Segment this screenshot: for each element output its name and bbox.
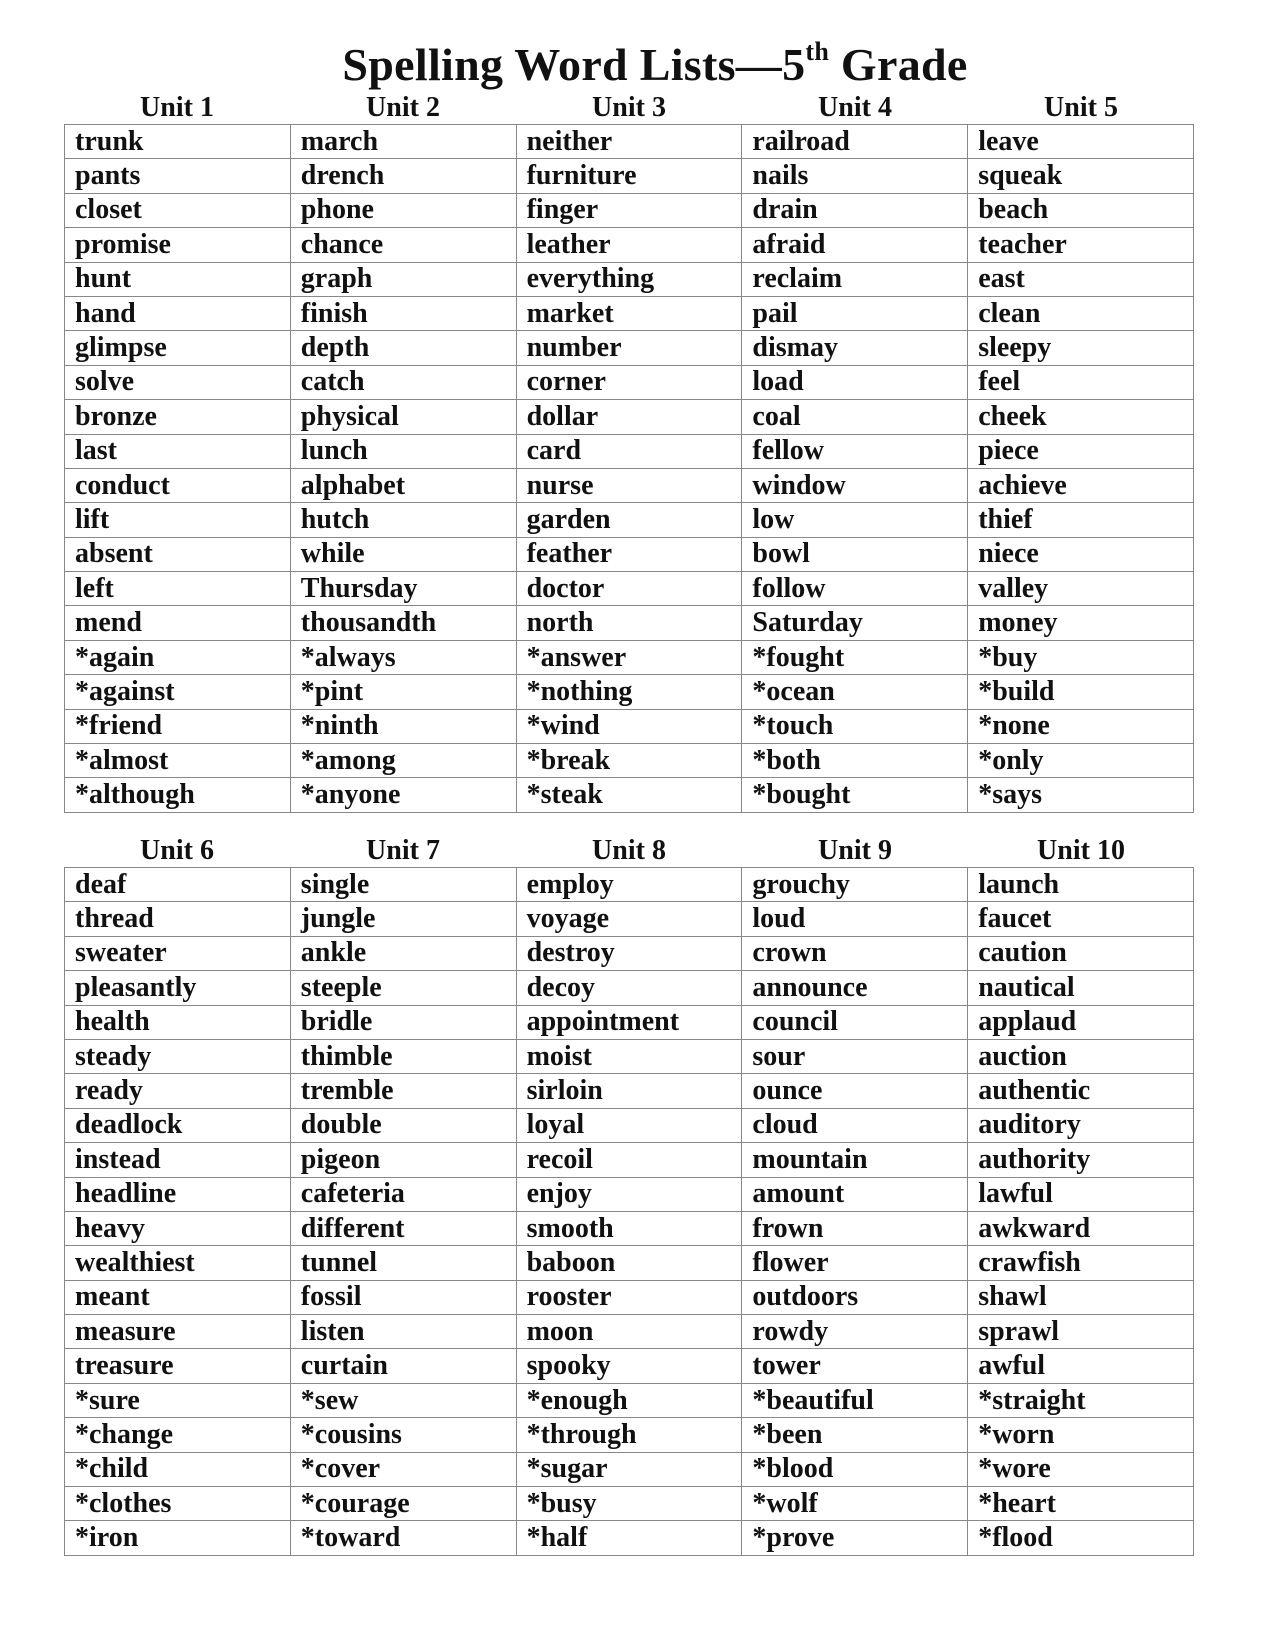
word-cell: teacher (968, 228, 1194, 262)
word-cell: *worn (968, 1418, 1194, 1452)
table-row (65, 606, 1194, 640)
word-cell: *among (290, 744, 516, 778)
table-row (65, 1246, 1194, 1280)
word-cell: listen (290, 1315, 516, 1349)
table-row (65, 675, 1194, 709)
table-row (65, 902, 1194, 936)
table-row (65, 1039, 1194, 1073)
word-cell: *ninth (290, 709, 516, 743)
table-row (65, 1521, 1194, 1555)
word-cell: *blood (742, 1452, 968, 1486)
word-cell: crawfish (968, 1246, 1194, 1280)
table-row (65, 572, 1194, 606)
word-cell: lift (65, 503, 291, 537)
word-cell: sleepy (968, 331, 1194, 365)
word-cell: rowdy (742, 1315, 968, 1349)
word-cell: *change (65, 1418, 291, 1452)
table-row (65, 1280, 1194, 1314)
word-cell: spooky (516, 1349, 742, 1383)
word-cell: furniture (516, 159, 742, 193)
word-cell: clean (968, 296, 1194, 330)
word-cell: leave (968, 125, 1194, 159)
word-cell: conduct (65, 468, 291, 502)
word-cell: rooster (516, 1280, 742, 1314)
word-cell: nails (742, 159, 968, 193)
unit-headers (64, 92, 1194, 124)
word-cell: *beautiful (742, 1383, 968, 1417)
table-row (65, 1143, 1194, 1177)
table-row (65, 971, 1194, 1005)
word-cell: ready (65, 1074, 291, 1108)
unit-header: Unit 4 (818, 92, 892, 123)
word-cell: treasure (65, 1349, 291, 1383)
word-cell: *clothes (65, 1487, 291, 1521)
word-cell: *although (65, 778, 291, 812)
table-row (65, 1005, 1194, 1039)
title-main: Spelling Word Lists—5 (342, 39, 806, 90)
word-cell: *against (65, 675, 291, 709)
word-cell: bowl (742, 537, 968, 571)
table-row (65, 744, 1194, 778)
word-cell: hunt (65, 262, 291, 296)
word-cell: fossil (290, 1280, 516, 1314)
word-cell: hand (65, 296, 291, 330)
word-cell: *bought (742, 778, 968, 812)
word-cell: *fought (742, 640, 968, 674)
word-cell: phone (290, 193, 516, 227)
word-cell: corner (516, 365, 742, 399)
word-cell: Thursday (290, 572, 516, 606)
word-cell: drain (742, 193, 968, 227)
word-cell: shawl (968, 1280, 1194, 1314)
word-cell: *flood (968, 1521, 1194, 1555)
word-cell: different (290, 1211, 516, 1245)
word-cell: pleasantly (65, 971, 291, 1005)
word-cell: catch (290, 365, 516, 399)
word-cell: frown (742, 1211, 968, 1245)
word-cell: baboon (516, 1246, 742, 1280)
word-list-block-units-6-10 (64, 835, 1194, 1556)
word-cell: Saturday (742, 606, 968, 640)
word-cell: *half (516, 1521, 742, 1555)
word-cell: card (516, 434, 742, 468)
word-cell: thousandth (290, 606, 516, 640)
word-cell: *steak (516, 778, 742, 812)
word-cell: voyage (516, 902, 742, 936)
word-cell: meant (65, 1280, 291, 1314)
word-cell: council (742, 1005, 968, 1039)
word-cell: physical (290, 400, 516, 434)
word-cell: leather (516, 228, 742, 262)
table-row (65, 1211, 1194, 1245)
word-cell: cafeteria (290, 1177, 516, 1211)
word-cell: beach (968, 193, 1194, 227)
table-row (65, 193, 1194, 227)
word-cell: doctor (516, 572, 742, 606)
word-cell: deadlock (65, 1108, 291, 1142)
table-row (65, 1315, 1194, 1349)
unit-header: Unit 3 (592, 92, 666, 123)
word-list-block-units-1-5 (64, 92, 1194, 813)
word-cell: *break (516, 744, 742, 778)
table-row (65, 709, 1194, 743)
word-cell: trunk (65, 125, 291, 159)
word-cell: ankle (290, 936, 516, 970)
unit-header: Unit 7 (366, 835, 440, 866)
word-cell: left (65, 572, 291, 606)
unit-header: Unit 6 (140, 835, 214, 866)
word-cell: feather (516, 537, 742, 571)
table-row (65, 1074, 1194, 1108)
table-row (65, 331, 1194, 365)
unit-header: Unit 5 (1044, 92, 1118, 123)
unit-header: Unit 9 (818, 835, 892, 866)
word-cell: absent (65, 537, 291, 571)
word-cell: afraid (742, 228, 968, 262)
table-row (65, 1383, 1194, 1417)
word-cell: *ocean (742, 675, 968, 709)
word-cell: awkward (968, 1211, 1194, 1245)
word-cell: instead (65, 1143, 291, 1177)
word-cell: tremble (290, 1074, 516, 1108)
table-row (65, 1108, 1194, 1142)
word-cell: *buy (968, 640, 1194, 674)
word-cell: *wore (968, 1452, 1194, 1486)
word-cell: *sew (290, 1383, 516, 1417)
word-cell: *been (742, 1418, 968, 1452)
word-cell: niece (968, 537, 1194, 571)
word-cell: health (65, 1005, 291, 1039)
word-cell: cloud (742, 1108, 968, 1142)
word-cell: steady (65, 1039, 291, 1073)
word-cell: outdoors (742, 1280, 968, 1314)
word-cell: *sugar (516, 1452, 742, 1486)
table-row (65, 1349, 1194, 1383)
word-cell: *touch (742, 709, 968, 743)
word-cell: pigeon (290, 1143, 516, 1177)
word-cell: deaf (65, 868, 291, 902)
table-row (65, 1418, 1194, 1452)
unit-header: Unit 8 (592, 835, 666, 866)
table-row (65, 1487, 1194, 1521)
word-cell: *through (516, 1418, 742, 1452)
word-cell: *heart (968, 1487, 1194, 1521)
word-cell: money (968, 606, 1194, 640)
word-cell: flower (742, 1246, 968, 1280)
word-cell: *busy (516, 1487, 742, 1521)
page-title (0, 38, 1275, 91)
word-cell: ounce (742, 1074, 968, 1108)
word-cell: garden (516, 503, 742, 537)
table-row (65, 296, 1194, 330)
table-row (65, 365, 1194, 399)
word-cell: crown (742, 936, 968, 970)
word-cell: piece (968, 434, 1194, 468)
word-cell: *pint (290, 675, 516, 709)
word-cell: finish (290, 296, 516, 330)
word-cell: glimpse (65, 331, 291, 365)
word-cell: faucet (968, 902, 1194, 936)
word-cell: *iron (65, 1521, 291, 1555)
table-row (65, 1177, 1194, 1211)
word-cell: *almost (65, 744, 291, 778)
word-cell: *again (65, 640, 291, 674)
word-cell: loyal (516, 1108, 742, 1142)
word-cell: heavy (65, 1211, 291, 1245)
table-row (65, 228, 1194, 262)
word-cell: last (65, 434, 291, 468)
word-cell: measure (65, 1315, 291, 1349)
word-cell: fellow (742, 434, 968, 468)
word-cell: neither (516, 125, 742, 159)
word-cell: enjoy (516, 1177, 742, 1211)
word-cell: appointment (516, 1005, 742, 1039)
word-cell: *only (968, 744, 1194, 778)
word-cell: *nothing (516, 675, 742, 709)
word-cell: *friend (65, 709, 291, 743)
word-cell: thread (65, 902, 291, 936)
unit-header: Unit 1 (140, 92, 214, 123)
word-cell: wealthiest (65, 1246, 291, 1280)
word-cell: grouchy (742, 868, 968, 902)
word-cell: coal (742, 400, 968, 434)
word-cell: employ (516, 868, 742, 902)
word-cell: *straight (968, 1383, 1194, 1417)
word-cell: sour (742, 1039, 968, 1073)
word-cell: *both (742, 744, 968, 778)
word-cell: moist (516, 1039, 742, 1073)
word-cell: amount (742, 1177, 968, 1211)
word-cell: pants (65, 159, 291, 193)
word-cell: window (742, 468, 968, 502)
word-cell: sweater (65, 936, 291, 970)
unit-header: Unit 2 (366, 92, 440, 123)
word-cell: squeak (968, 159, 1194, 193)
table-row (65, 434, 1194, 468)
word-cell: promise (65, 228, 291, 262)
word-cell: destroy (516, 936, 742, 970)
word-cell: while (290, 537, 516, 571)
unit-header: Unit 10 (1037, 835, 1125, 866)
table-row (65, 159, 1194, 193)
word-cell: north (516, 606, 742, 640)
word-cell: *courage (290, 1487, 516, 1521)
word-cell: cheek (968, 400, 1194, 434)
unit-headers (64, 835, 1194, 867)
word-cell: applaud (968, 1005, 1194, 1039)
word-cell: *wind (516, 709, 742, 743)
word-cell: tower (742, 1349, 968, 1383)
word-cell: announce (742, 971, 968, 1005)
word-cell: bronze (65, 400, 291, 434)
word-cell: lawful (968, 1177, 1194, 1211)
word-cell: *anyone (290, 778, 516, 812)
word-cell: graph (290, 262, 516, 296)
table-row (65, 262, 1194, 296)
word-cell: *cover (290, 1452, 516, 1486)
word-cell: sirloin (516, 1074, 742, 1108)
word-cell: mend (65, 606, 291, 640)
word-cell: solve (65, 365, 291, 399)
word-cell: jungle (290, 902, 516, 936)
word-cell: march (290, 125, 516, 159)
word-cell: thimble (290, 1039, 516, 1073)
word-cell: moon (516, 1315, 742, 1349)
word-cell: authentic (968, 1074, 1194, 1108)
table-row (65, 936, 1194, 970)
word-cell: steeple (290, 971, 516, 1005)
word-cell: *wolf (742, 1487, 968, 1521)
word-cell: loud (742, 902, 968, 936)
word-cell: tunnel (290, 1246, 516, 1280)
word-cell: *child (65, 1452, 291, 1486)
table-row (65, 640, 1194, 674)
word-cell: *build (968, 675, 1194, 709)
word-cell: pail (742, 296, 968, 330)
word-cell: east (968, 262, 1194, 296)
word-table (64, 124, 1194, 813)
word-cell: low (742, 503, 968, 537)
word-cell: dismay (742, 331, 968, 365)
word-cell: *enough (516, 1383, 742, 1417)
word-cell: hutch (290, 503, 516, 537)
word-cell: *toward (290, 1521, 516, 1555)
word-cell: mountain (742, 1143, 968, 1177)
word-cell: alphabet (290, 468, 516, 502)
word-cell: caution (968, 936, 1194, 970)
table-row (65, 468, 1194, 502)
word-cell: decoy (516, 971, 742, 1005)
word-cell: double (290, 1108, 516, 1142)
word-cell: valley (968, 572, 1194, 606)
word-cell: *none (968, 709, 1194, 743)
word-cell: sprawl (968, 1315, 1194, 1349)
word-cell: chance (290, 228, 516, 262)
word-cell: number (516, 331, 742, 365)
word-cell: *prove (742, 1521, 968, 1555)
table-row (65, 868, 1194, 902)
table-row (65, 537, 1194, 571)
word-cell: *always (290, 640, 516, 674)
word-cell: bridle (290, 1005, 516, 1039)
word-cell: curtain (290, 1349, 516, 1383)
word-cell: follow (742, 572, 968, 606)
word-cell: achieve (968, 468, 1194, 502)
word-cell: authority (968, 1143, 1194, 1177)
word-table (64, 867, 1194, 1556)
word-cell: dollar (516, 400, 742, 434)
word-cell: thief (968, 503, 1194, 537)
word-cell: finger (516, 193, 742, 227)
word-cell: auction (968, 1039, 1194, 1073)
word-cell: railroad (742, 125, 968, 159)
word-cell: headline (65, 1177, 291, 1211)
word-cell: lunch (290, 434, 516, 468)
word-cell: auditory (968, 1108, 1194, 1142)
word-cell: everything (516, 262, 742, 296)
word-cell: *sure (65, 1383, 291, 1417)
word-cell: load (742, 365, 968, 399)
word-cell: awful (968, 1349, 1194, 1383)
word-cell: depth (290, 331, 516, 365)
word-cell: market (516, 296, 742, 330)
word-cell: *cousins (290, 1418, 516, 1452)
word-cell: closet (65, 193, 291, 227)
table-row (65, 400, 1194, 434)
word-cell: drench (290, 159, 516, 193)
table-row (65, 778, 1194, 812)
word-cell: nautical (968, 971, 1194, 1005)
word-cell: smooth (516, 1211, 742, 1245)
word-cell: feel (968, 365, 1194, 399)
word-cell: launch (968, 868, 1194, 902)
word-cell: nurse (516, 468, 742, 502)
table-row (65, 1452, 1194, 1486)
table-row (65, 503, 1194, 537)
title-end: Grade (829, 39, 968, 90)
word-cell: recoil (516, 1143, 742, 1177)
title-superscript: th (805, 36, 830, 66)
table-row (65, 125, 1194, 159)
word-cell: single (290, 868, 516, 902)
word-cell: *answer (516, 640, 742, 674)
word-cell: reclaim (742, 262, 968, 296)
word-cell: *says (968, 778, 1194, 812)
